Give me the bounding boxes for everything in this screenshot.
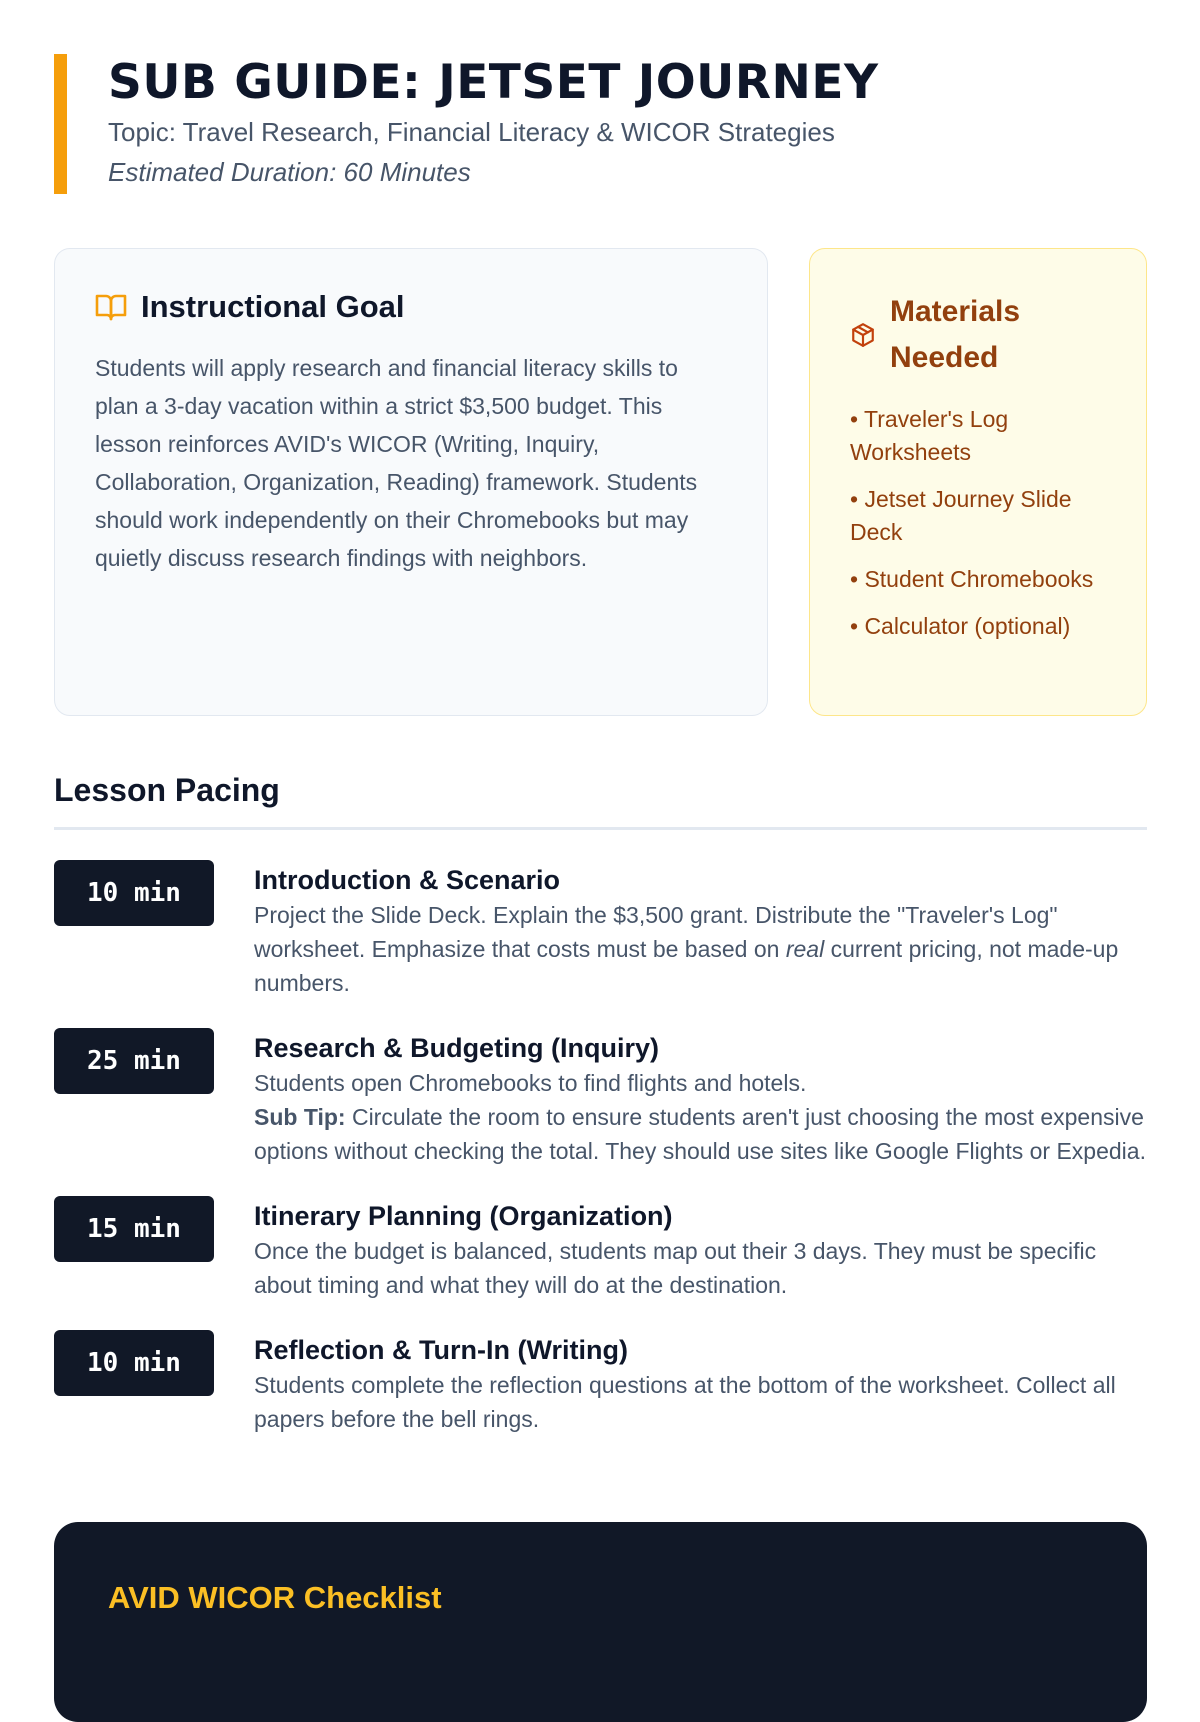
pacing-title: Introduction & Scenario — [254, 865, 561, 895]
pacing-title: Itinerary Planning (Organization) — [254, 1201, 673, 1231]
pacing-description: Once the budget is balanced, students map out their 3 days. They must be specific about timing and what they will do at the destination. — [254, 1238, 1097, 1298]
materials-card — [809, 248, 1147, 716]
materials-item: • Calculator (optional) — [850, 613, 1071, 639]
materials-title: Materials Needed — [890, 295, 1021, 374]
pacing-body — [254, 860, 1147, 1000]
pacing-item — [54, 860, 1147, 1000]
pacing-description — [254, 898, 1147, 1000]
pacing-desc-text: current pricing, not made-up numbers. — [254, 936, 1119, 996]
wicor-checklist-title: AVID WICOR Checklist — [108, 1580, 442, 1615]
lesson-pacing-list — [54, 860, 1147, 1464]
materials-item: • Traveler's Log Worksheets — [850, 406, 1009, 465]
pacing-desc-text: Project the Slide Deck. Explain the $3,500 grant. Distribute the "Traveler's Log" worksheet. Emphasize that costs must be based on — [254, 902, 1058, 962]
pacing-title: Research & Budgeting (Inquiry) — [254, 1033, 660, 1063]
header-text — [67, 54, 879, 194]
book-open-icon — [95, 293, 127, 321]
pacing-desc-emphasis: real — [785, 936, 825, 962]
goal-title: Instructional Goal — [141, 289, 405, 324]
pacing-item — [54, 1330, 1147, 1436]
pacing-description: Students complete the reflection questions at the bottom of the worksheet. Collect all papers before the bell rings. — [254, 1372, 1116, 1432]
instructional-goal-card — [54, 248, 768, 716]
pacing-body — [254, 1028, 1147, 1168]
sub-guide-page — [54, 54, 1147, 1615]
time-badge: 25 min — [54, 1028, 214, 1094]
materials-title-row — [850, 289, 1106, 381]
pacing-body — [254, 1196, 1147, 1302]
sub-tip-text: Circulate the room to ensure students aren't just choosing the most expensive options without checking the total. They should use sites like Google Flights or Expedia. — [254, 1104, 1146, 1164]
page-topic: Topic: Travel Research, Financial Literacy & WICOR Strategies — [108, 117, 835, 147]
materials-list — [850, 403, 1106, 643]
info-cards — [54, 248, 1147, 718]
pacing-item — [54, 1028, 1147, 1168]
package-icon — [850, 322, 876, 348]
sub-tip — [254, 1100, 1147, 1168]
time-badge: 15 min — [54, 1196, 214, 1262]
goal-title-row — [95, 289, 727, 325]
page-header — [54, 54, 1147, 194]
materials-item: • Student Chromebooks — [850, 566, 1094, 592]
pacing-title: Reflection & Turn-In (Writing) — [254, 1335, 628, 1365]
wicor-checklist-card — [54, 1522, 1147, 1722]
page-duration: Estimated Duration: 60 Minutes — [108, 157, 471, 187]
pacing-body — [254, 1330, 1147, 1436]
pacing-item — [54, 1196, 1147, 1302]
pacing-description: Students open Chromebooks to find flights and hotels. — [254, 1070, 807, 1096]
materials-item: • Jetset Journey Slide Deck — [850, 486, 1072, 545]
time-badge: 10 min — [54, 1330, 214, 1396]
goal-text: Students will apply research and financial literacy skills to plan a 3-day vacation within a strict $3,500 budget. This lesson reinforces AVID's WICOR (Writing, Inquiry, Collaboration, Organization, Reading) framework. Students should work independently on their Chromebooks but may quietly discuss research findings with neighbors. — [95, 355, 698, 571]
sub-tip-label: Sub Tip: — [254, 1104, 346, 1130]
lesson-pacing-heading: Lesson Pacing — [54, 772, 1147, 830]
page-title: SUB GUIDE: JETSET JOURNEY — [108, 55, 879, 110]
header-accent-bar — [54, 54, 67, 194]
time-badge: 10 min — [54, 860, 214, 926]
